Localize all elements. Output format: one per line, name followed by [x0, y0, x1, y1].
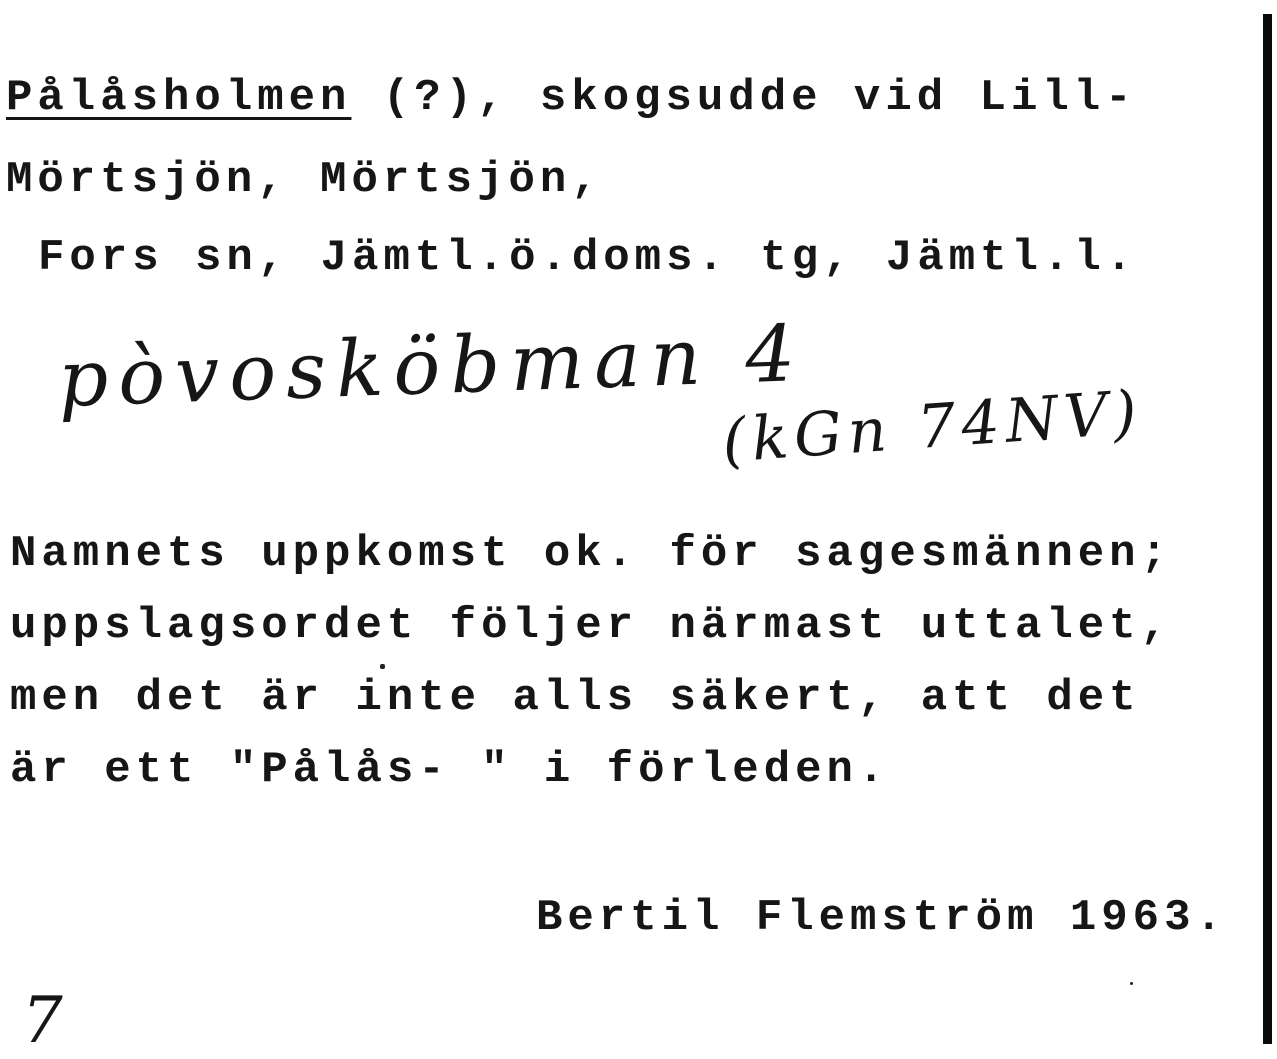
handwritten-pronunciation: pòvosköbman 4 [56, 308, 807, 426]
header-line-1 [6, 72, 1137, 124]
header-line-1-rest: (?), skogsudde vid Lill- [351, 73, 1137, 123]
headword: Pålåsholmen [6, 73, 352, 123]
header-line-2: Mörtsjön, Mörtsjön, [6, 155, 603, 205]
ink-speck [1130, 982, 1133, 985]
body-line-3: men det är inte alls säkert, att det [10, 673, 1141, 723]
card-edge-border [1263, 14, 1272, 1044]
handwritten-mark: 7 [22, 984, 63, 1058]
header-line-3: Fors sn, Jämtl.ö.doms. tg, Jämtl.l. [38, 233, 1138, 283]
signature-line: Bertil Flemström 1963. [536, 893, 1227, 943]
handwritten-map-reference: (kGn 74NV) [720, 377, 1145, 477]
body-line-1: Namnets uppkomst ok. för sagesmännen; [10, 529, 1172, 579]
ink-speck [380, 664, 385, 669]
body-line-2: uppslagsordet följer närmast uttalet, [10, 601, 1172, 651]
body-line-4: är ett "Pålås- " i förleden. [10, 745, 890, 795]
